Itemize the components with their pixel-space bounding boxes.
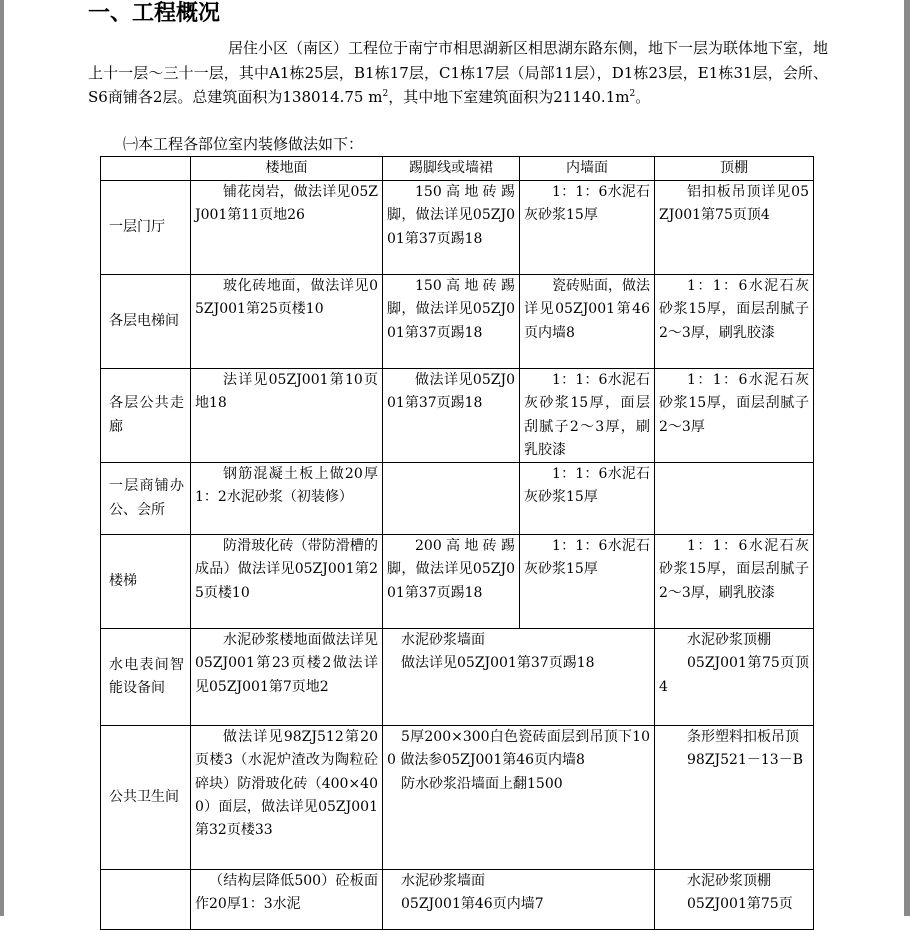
floor-cell: 防滑玻化砖（带防滑槽的成品）做法详见05ZJ001第25页楼10: [191, 535, 383, 629]
header-wall: 内墙面: [520, 157, 655, 181]
wall-merged-line: 水泥砂浆墙面: [401, 632, 485, 649]
skirting-cell: [383, 463, 520, 535]
wall-merged-line: 5厚200×300白色瓷砖面层到吊顶下100 做法参05ZJ001第46页内墙8: [387, 729, 650, 769]
table-row: [101, 870, 814, 930]
room-cell: [101, 870, 191, 930]
skirting-cell: 做法详见05ZJ001第37页踢18: [383, 369, 520, 463]
floor-cell: 钢筋混凝土板上做20厚1：2水泥砂浆（初装修）: [191, 463, 383, 535]
room-cell: 一层商铺办公、会所: [101, 463, 191, 535]
table-row: [101, 463, 814, 535]
area-unit-sup: 2: [382, 89, 389, 99]
room-cell: 一层门厅: [101, 181, 191, 275]
ceiling-line: 水泥砂浆顶棚: [687, 632, 771, 649]
overview-text-2: ，其中地下室建筑面积为21140.1m: [388, 88, 630, 106]
ceiling-cell: [655, 629, 814, 726]
floor-cell: （结构层降低500）砼板面作20厚1：3水泥: [191, 870, 383, 930]
wall-merged-line: 防水砂浆沿墙面上翻1500: [401, 775, 563, 792]
ceiling-cell: [655, 870, 814, 930]
overview-text-3: 。: [635, 88, 651, 106]
ceiling-line: 05ZJ001第75页顶4: [659, 655, 809, 695]
wall-merged-line: 水泥砂浆墙面: [401, 873, 485, 890]
table-row: [101, 275, 814, 369]
header-floor: 楼地面: [191, 157, 383, 181]
header-ceiling: 顶棚: [655, 157, 814, 181]
ceiling-cell: 铝扣板吊顶详见05ZJ001第75页顶4: [655, 181, 814, 275]
wall-merged-line: 做法详见05ZJ001第37页踢18: [401, 655, 595, 672]
table-row: [101, 181, 814, 275]
wall-merged-line: 05ZJ001第46页内墙7: [401, 896, 544, 913]
window-frame-left: [0, 0, 4, 916]
room-cell: 公共卫生间: [101, 726, 191, 870]
table-row: [101, 535, 814, 629]
skirting-cell: 150高地砖踢脚，做法详见05ZJ001第37页踢18: [383, 181, 520, 275]
skirting-cell: 200高地砖踢脚，做法详见05ZJ001第37页踢18: [383, 535, 520, 629]
wall-merged-cell: [383, 870, 655, 930]
floor-cell: 水泥砂浆楼地面做法详见05ZJ001第23页楼2做法详见05ZJ001第7页地2: [191, 629, 383, 726]
ceiling-cell: [655, 726, 814, 870]
floor-cell: 法详见05ZJ001第10页地18: [191, 369, 383, 463]
wall-cell: 1：1：6水泥石灰砂浆15厚: [520, 535, 655, 629]
header-room: [101, 157, 191, 181]
ceiling-line: 05ZJ001第75页: [687, 896, 793, 913]
skirting-cell: 150高地砖踢脚，做法详见05ZJ001第37页踢18: [383, 275, 520, 369]
ceiling-cell: 1：1：6水泥石灰砂浆15厚，面层刮腻子2～3厚: [655, 369, 814, 463]
ceiling-line: 条形塑料扣板吊顶: [687, 729, 799, 746]
table-header-row: [101, 157, 814, 181]
wall-cell: 1：1：6水泥石灰砂浆15厚: [520, 463, 655, 535]
finish-schedule-table: [100, 156, 814, 930]
overview-text: 居住小区（南区）工程位于南宁市相思湖新区相思湖东路东侧，地下一层为联体地下室，地上十一层～三十一层，其中A1栋25层，B1栋17层，C1栋17层（局部11层），D1栋23层，E1栋31层，会所、S6商铺各2层。总建筑面积为138014.75 m: [88, 39, 829, 106]
table-row: [101, 629, 814, 726]
room-cell: 各层公共走廊: [101, 369, 191, 463]
floor-cell: 做法详见98ZJ512第20页楼3（水泥炉渣改为陶粒砼碎块）防滑玻化砖（400×400）面层，做法详见05ZJ001第32页楼33: [191, 726, 383, 870]
room-cell: 各层电梯间: [101, 275, 191, 369]
wall-cell: 1：1：6水泥石灰砂浆15厚，面层刮腻子2～3厚，刷乳胶漆: [520, 369, 655, 463]
ceiling-cell: 1：1：6水泥石灰砂浆15厚，面层刮腻子2～3厚，刷乳胶漆: [655, 535, 814, 629]
window-frame-right: [904, 0, 910, 916]
overview-paragraph: [88, 36, 828, 110]
table-caption: ㈠本工程各部位室内装修做法如下：: [123, 135, 364, 153]
table-row: [101, 726, 814, 870]
table-row: [101, 369, 814, 463]
wall-cell: 1：1：6水泥石灰砂浆15厚: [520, 181, 655, 275]
floor-cell: 玻化砖地面，做法详见05ZJ001第25页楼10: [191, 275, 383, 369]
section-heading: 一、工程概况: [88, 1, 221, 26]
ceiling-line: 98ZJ521－13－B: [687, 752, 803, 769]
wall-merged-cell: [383, 629, 655, 726]
ceiling-cell: [655, 463, 814, 535]
ceiling-line: 水泥砂浆顶棚: [687, 873, 771, 890]
floor-cell: 铺花岗岩，做法详见05ZJ001第11页地26: [191, 181, 383, 275]
wall-cell: 瓷砖贴面，做法详见05ZJ001第46页内墙8: [520, 275, 655, 369]
header-skirting: 踢脚线或墙裙: [383, 157, 520, 181]
room-cell: 楼梯: [101, 535, 191, 629]
wall-merged-cell: [383, 726, 655, 870]
room-cell: 水电表间智能设备间: [101, 629, 191, 726]
area-unit-sup-2: 2: [629, 89, 636, 99]
ceiling-cell: 1：1：6水泥石灰砂浆15厚，面层刮腻子2～3厚，刷乳胶漆: [655, 275, 814, 369]
